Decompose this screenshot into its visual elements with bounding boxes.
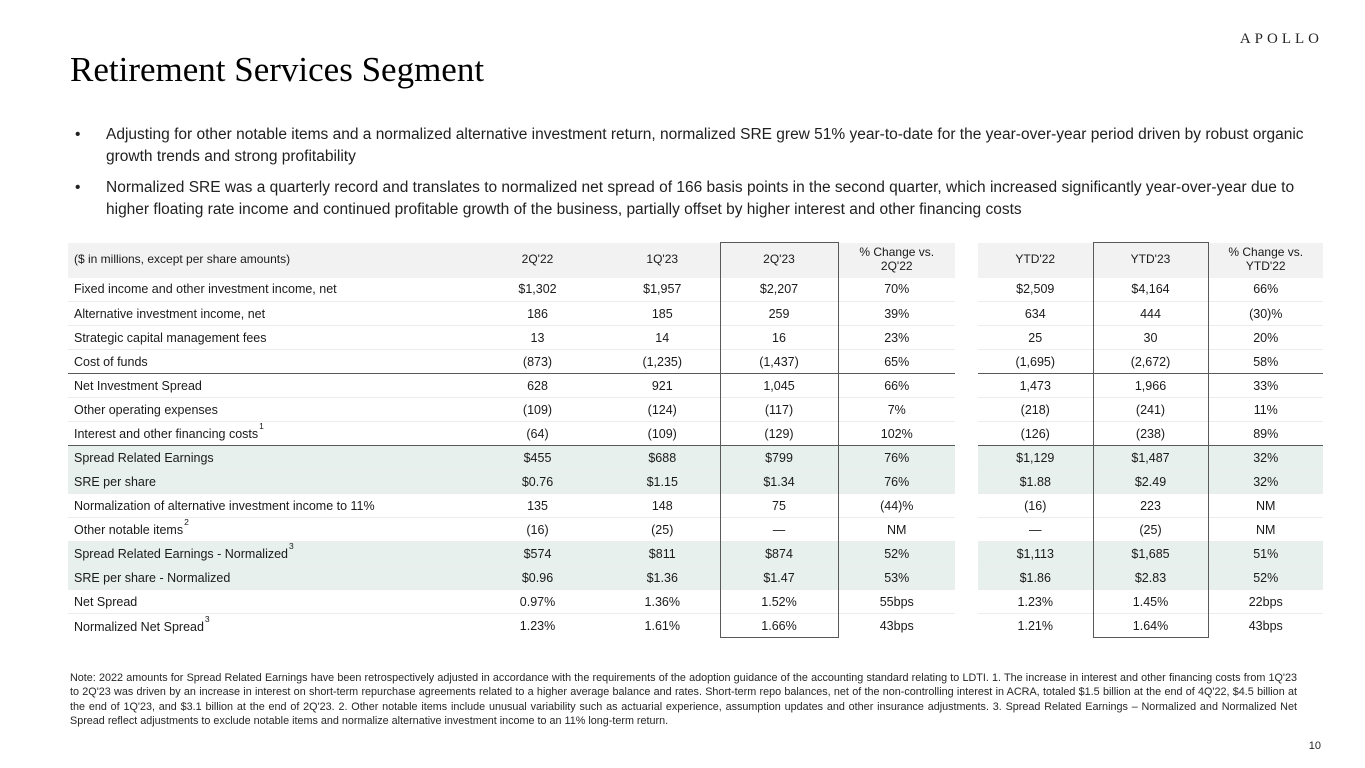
column-gap [955,566,978,590]
value-cell: $2,207 [720,278,838,302]
column-gap [955,278,978,302]
value-cell: 444 [1093,302,1208,326]
row-label-text: SRE per share [74,474,156,489]
table-row [68,350,1323,374]
value-cell: 11% [1208,398,1323,422]
row-label [68,446,470,470]
value-cell: 66% [1253,282,1279,297]
value-cell: (1,437) [720,350,838,374]
table-row [68,446,1323,470]
value-cell: $1.47 [720,566,838,590]
value-cell: $1.86 [978,566,1093,590]
value-cell: 89% [1208,422,1323,446]
value-cell: 0.97% [470,590,605,614]
column-header: 1Q'23 [605,243,720,278]
value-cell: 628 [470,374,605,398]
value-cell: $4,164 [1093,278,1208,302]
value-cell: (44)% [838,494,955,518]
value-cell: $0.96 [470,566,605,590]
column-gap [955,446,978,470]
row-label-text: Net Spread [74,594,138,609]
value-cell: 148 [605,494,720,518]
value-cell: $799 [720,446,838,470]
table-row [68,326,1323,350]
value-cell: $455 [470,446,605,470]
bullet-item [75,124,1315,168]
value-cell: 259 [720,302,838,326]
value-cell: (16) [978,494,1093,518]
value-cell: 1,045 [720,374,838,398]
value-cell: NM [1208,494,1323,518]
row-label-text: Interest and other financing costs [74,427,259,442]
value-cell: 16 [720,326,838,350]
column-gap [955,542,978,566]
row-label [68,542,470,566]
row-label-text: Other notable items [74,523,184,538]
row-label-text: Fixed income and other investment income, net [74,282,337,297]
row-label-text: Normalization of alternative investment income to 11% [74,498,375,513]
row-label-text: SRE per share - Normalized [74,570,231,585]
bullet-list [75,124,1315,230]
column-gap [955,590,978,614]
value-cell: $1,957 [643,282,682,297]
column-header: 2Q'22 [470,243,605,278]
value-cell: (124) [605,398,720,422]
value-cell: $1,129 [978,446,1093,470]
bullet-text: Adjusting for other notable items and a normalized alternative investment return, normalized SRE grew 51% year-to-date for the year-over-year period driven by robust organic growth trends and strong profitability [106,126,1304,165]
value-cell: (117) [720,398,838,422]
row-label [68,590,470,614]
value-cell: 76% [838,446,955,470]
value-cell: 13 [470,326,605,350]
value-cell: 43bps [1208,614,1323,638]
table-row [68,422,1323,446]
table-corner-label: ($ in millions, except per share amounts) [68,243,470,278]
column-gap [955,614,978,638]
column-header: YTD'23 [1093,243,1208,278]
table-row [68,374,1323,398]
column-gap [955,374,978,398]
column-header: % Change vs. YTD'22 [1208,243,1323,278]
value-cell: $0.76 [470,470,605,494]
row-label-text: Net Investment Spread [74,378,202,393]
value-cell: 70% [884,282,910,297]
value-cell: (238) [1093,422,1208,446]
row-label [68,326,470,350]
value-cell: (129) [720,422,838,446]
value-cell: (1,695) [978,350,1093,374]
row-label [68,494,470,518]
value-cell: 223 [1093,494,1208,518]
table-row [68,518,1323,542]
bullet-marker: • [75,179,81,196]
value-cell: $1.15 [605,470,720,494]
column-gap [955,422,978,446]
bullet-marker: • [75,126,81,143]
row-label [68,398,470,422]
value-cell: 1.21% [978,614,1093,638]
value-cell: 1.45% [1093,590,1208,614]
value-cell: 1,473 [978,374,1093,398]
column-header: YTD'22 [978,243,1093,278]
table-row [68,590,1323,614]
value-cell: 58% [1208,350,1323,374]
value-cell: NM [1208,518,1323,542]
value-cell: $1,113 [978,542,1093,566]
column-gap [955,494,978,518]
footnote-text: Note: 2022 amounts for Spread Related Earnings have been retrospectively adjusted in accordance with the requirements of the adoption guidance of the accounting standard relating to LDTI. 1. The increase in interest and other financing costs from 1Q'23 to 2Q'23 was driven by an increase in interest on short-term repurchase agreements related to a higher average balance and rates. Short-term repo balances, net of the non-controlling interest in ACRA, totaled $1.5 billion at the end of 4Q'22, $4.5 billion at the end of 1Q'23, and $3.1 billion at the end of 2Q'23. 2. Other notable items include unusual variability such as actuarial experience, assumption updates and other insurance adjustments. 3. Spread Related Earnings – Normalized and Normalized Net Spread reflect adjustments to exclude notable items and normalize alternative investment income to an 11% long-term return. [70,672,1297,727]
footnote-marker: 1 [259,421,264,432]
value-cell: 921 [605,374,720,398]
value-cell: 33% [1208,374,1323,398]
value-cell: — [720,518,838,542]
value-cell: $1,685 [1093,542,1208,566]
footnote-marker: 3 [204,613,210,624]
row-label [68,518,470,542]
column-gap [955,243,978,278]
value-cell: 1,966 [1093,374,1208,398]
value-cell: 1.52% [720,590,838,614]
row-label-text: Spread Related Earnings - Normalized [74,547,288,562]
row-label [68,278,470,302]
financial-table [68,242,1323,638]
value-cell: $874 [720,542,838,566]
value-cell: 1.64% [1093,614,1208,638]
value-cell: (1,235) [605,350,720,374]
table-row [68,302,1323,326]
value-cell: 66% [838,374,955,398]
value-cell: 7% [838,398,955,422]
value-cell: 52% [1208,566,1323,590]
value-cell: 20% [1208,326,1323,350]
table-row [68,278,1323,302]
value-cell: 1.36% [605,590,720,614]
value-cell: (218) [978,398,1093,422]
value-cell: (2,672) [1093,350,1208,374]
row-label [68,422,470,446]
column-gap [955,470,978,494]
row-label-text: Alternative investment income, net [74,306,266,321]
value-cell: — [978,518,1093,542]
column-gap [955,302,978,326]
value-cell: (109) [470,398,605,422]
value-cell: $1.88 [978,470,1093,494]
table-row [68,614,1323,638]
value-cell: 32% [1208,470,1323,494]
value-cell: 76% [838,470,955,494]
value-cell: $1,487 [1093,446,1208,470]
value-cell: 25 [978,326,1093,350]
row-label [68,350,470,374]
value-cell: $1.36 [605,566,720,590]
value-cell: 53% [838,566,955,590]
column-gap [955,326,978,350]
value-cell: (64) [470,422,605,446]
value-cell: (25) [1093,518,1208,542]
value-cell: 55bps [838,590,955,614]
value-cell: $688 [605,446,720,470]
table-row [68,398,1323,422]
column-gap [955,398,978,422]
value-cell: 1.23% [470,614,605,638]
bullet-item [75,177,1315,221]
row-label [68,614,470,638]
column-header: 2Q'23 [720,243,838,278]
value-cell: 102% [838,422,955,446]
value-cell: 1.61% [605,614,720,638]
page-number: 10 [1308,740,1321,752]
table-header [68,243,1323,278]
row-label-text: Strategic capital management fees [74,330,267,345]
value-cell: (16) [470,518,605,542]
footnote-marker: 3 [289,541,294,552]
row-label-text: Normalized Net Spread [74,619,204,634]
value-cell: 14 [605,326,720,350]
value-cell: 186 [470,302,605,326]
value-cell: 135 [470,494,605,518]
value-cell: $1,302 [518,282,557,297]
value-cell: (25) [605,518,720,542]
value-cell: (126) [978,422,1093,446]
value-cell: $1.34 [720,470,838,494]
value-cell: 634 [978,302,1093,326]
row-label [68,302,470,326]
value-cell: $574 [470,542,605,566]
value-cell: 30 [1093,326,1208,350]
row-label-text: Other operating expenses [74,402,218,417]
row-label-text: Cost of funds [74,354,148,369]
column-gap [955,518,978,542]
column-header: % Change vs. 2Q'22 [838,243,955,278]
table-row [68,470,1323,494]
footnote-marker: 2 [184,517,189,528]
row-label [68,470,470,494]
row-label [68,374,470,398]
value-cell: 1.23% [978,590,1093,614]
value-cell: $2.49 [1093,470,1208,494]
row-label-text: Spread Related Earnings [74,450,214,465]
table-row [68,494,1323,518]
value-cell: $2,509 [1016,282,1055,297]
value-cell: NM [838,518,955,542]
bullet-text: Normalized SRE was a quarterly record and translates to normalized net spread of 166 basis points in the second quarter, which increased significantly year-over-year due to higher floating rate income and continued profitable growth of the business, partially offset by higher interest and other financing costs [106,179,1295,218]
value-cell: 43bps [838,614,955,638]
row-label [68,566,470,590]
value-cell: 185 [605,302,720,326]
value-cell: 52% [838,542,955,566]
value-cell: (241) [1093,398,1208,422]
column-gap [955,350,978,374]
table-row [68,566,1323,590]
value-cell: 65% [838,350,955,374]
value-cell: (30)% [1208,302,1323,326]
value-cell: 1.66% [720,614,838,638]
value-cell: 39% [838,302,955,326]
value-cell: $2.83 [1093,566,1208,590]
value-cell: 22bps [1208,590,1323,614]
value-cell: (109) [605,422,720,446]
value-cell: 23% [838,326,955,350]
page-title: Retirement Services Segment [70,50,485,89]
value-cell: $811 [605,542,720,566]
value-cell: 32% [1208,446,1323,470]
value-cell: 75 [720,494,838,518]
value-cell: (873) [470,350,605,374]
apollo-logo: APOLLO [1239,31,1323,47]
value-cell: 51% [1208,542,1323,566]
table-row [68,542,1323,566]
